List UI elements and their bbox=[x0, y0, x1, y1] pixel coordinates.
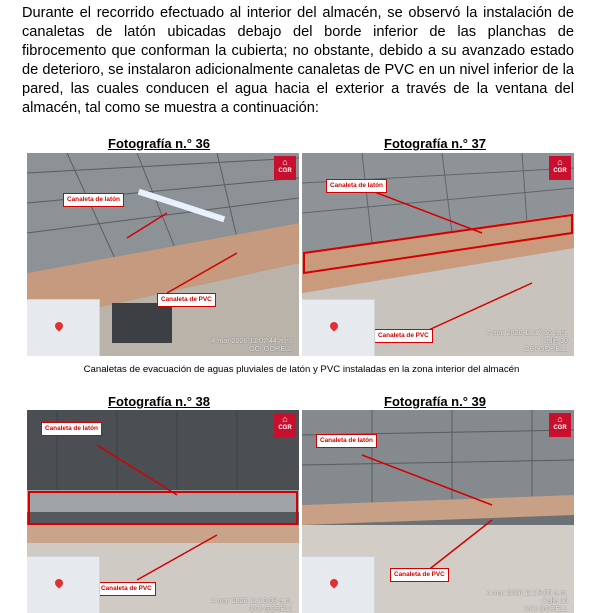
map-pin-icon bbox=[328, 320, 339, 331]
cgr-symbol-icon: ⌂ bbox=[557, 157, 563, 167]
photo-36 bbox=[27, 153, 299, 356]
cgr-logo: ⌂ CGR bbox=[274, 156, 296, 180]
cgr-symbol-icon: ⌂ bbox=[282, 157, 288, 167]
photo-39-stamp: 4 mar 2026 11:18:05 a.m. Calle 10 OCI GORELL bbox=[486, 588, 568, 613]
photo-39-label-pvc: Canaleta de PVC bbox=[390, 568, 449, 582]
intro-paragraph: Durante el recorrido efectuado al interior del almacén, se observó la instalación de canaletas de latón ubicadas debajo del borde inferior de las planchas de fibrocemento que conforman la cubierta; no obstante, debido a su avanzado estado de deterioro, se instalaron adicionalmente canaletas de PVC en un nivel inferior de la pared, las cuales conducen el agua hacia el exterior a través de la ventana del almacén, tal como se muestra a continuación: bbox=[22, 5, 574, 116]
map-thumbnail bbox=[302, 299, 375, 356]
photo-37-title: Fotografía n.° 37 bbox=[384, 136, 486, 151]
cgr-symbol-icon: ⌂ bbox=[282, 414, 288, 424]
cgr-logo: ⌂ CGR bbox=[549, 156, 571, 180]
photo-36-label-pvc: Canaleta de PVC bbox=[157, 293, 216, 307]
cgr-logo: ⌂ CGR bbox=[274, 413, 296, 437]
map-pin-icon bbox=[53, 320, 64, 331]
photo-37 bbox=[302, 153, 574, 356]
photo-39-label-laton: Canaleta de latón bbox=[316, 434, 377, 448]
photo-38-stamp: 4 mar 2026 11:16:03 a.m. OCI GORELL bbox=[211, 596, 293, 613]
cgr-symbol-icon: ⌂ bbox=[557, 414, 563, 424]
photo-37-label-laton: Canaleta de latón bbox=[326, 179, 387, 193]
map-thumbnail bbox=[27, 556, 100, 613]
photo-38-title: Fotografía n.° 38 bbox=[108, 394, 210, 409]
cgr-logo: ⌂ CGR bbox=[549, 413, 571, 437]
map-thumbnail bbox=[302, 556, 375, 613]
photo-37-stamp: 4 mar 2026 11:17:16 a.m. Calle 10 OCI GORELL bbox=[486, 328, 568, 353]
figure-caption: Canaletas de evacuación de aguas pluviales de latón y PVC instaladas en la zona interior del almacén bbox=[83, 364, 520, 375]
map-pin-icon bbox=[53, 577, 64, 588]
photo-39 bbox=[302, 410, 574, 613]
map-pin-icon bbox=[328, 577, 339, 588]
map-thumbnail bbox=[27, 299, 100, 356]
photo-37-label-pvc: Canaleta de PVC bbox=[374, 329, 433, 343]
photo-36-label-laton: Canaleta de latón bbox=[63, 193, 124, 207]
photo-36-stamp: 4 mar 2026 11:07:44 a.m. OCI GORELL bbox=[211, 336, 293, 353]
photo-36-title: Fotografía n.° 36 bbox=[108, 136, 210, 151]
photo-38 bbox=[27, 410, 299, 613]
photo-38-label-laton: Canaleta de latón bbox=[41, 422, 102, 436]
photo-38-label-pvc: Canaleta de PVC bbox=[97, 582, 156, 596]
photo-39-title: Fotografía n.° 39 bbox=[384, 394, 486, 409]
